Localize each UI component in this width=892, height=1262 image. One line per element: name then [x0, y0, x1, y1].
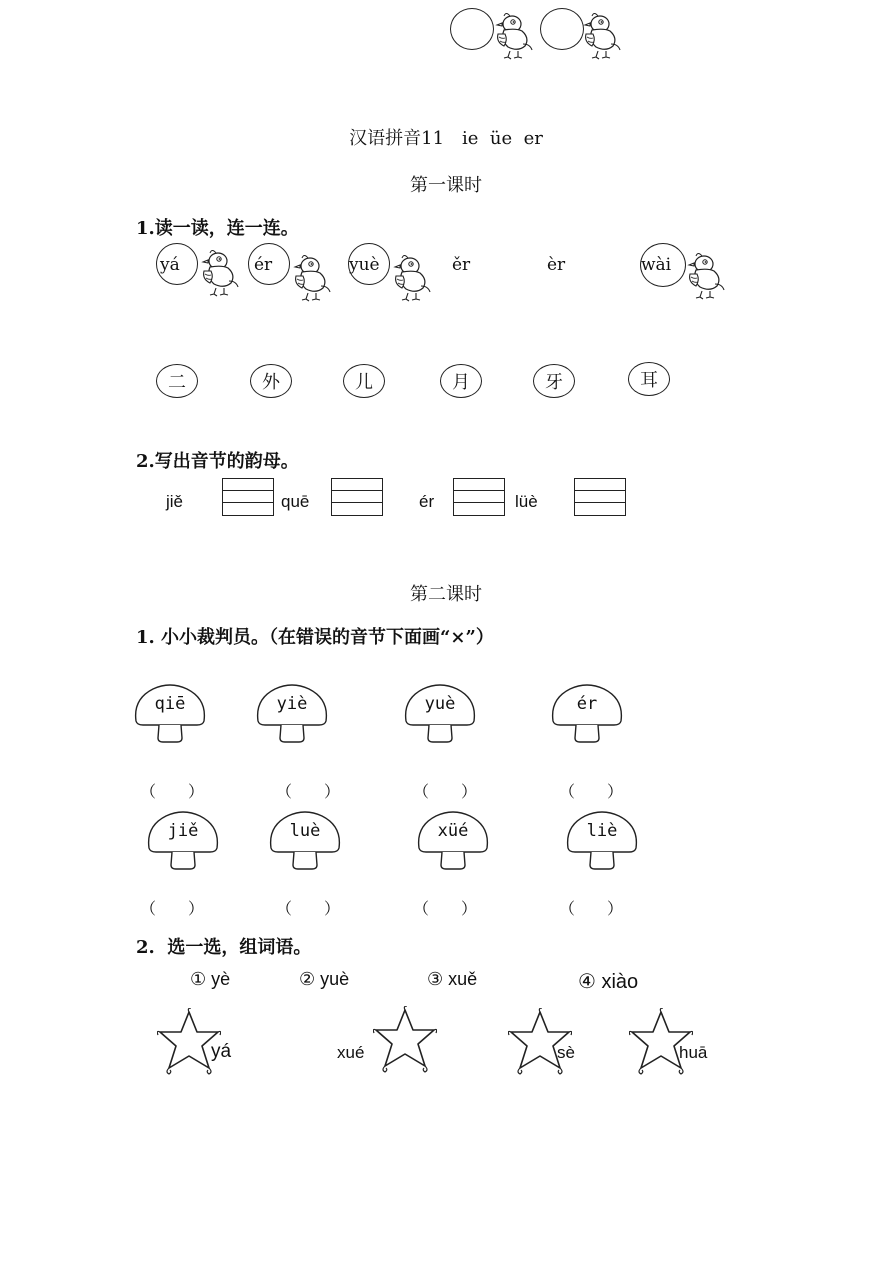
mushroom-icon	[255, 683, 329, 745]
l2-q2-prompt: 2. 选一选，组词语。	[136, 937, 312, 958]
mushroom-icon	[133, 683, 207, 745]
star-icon[interactable]	[373, 1006, 437, 1078]
lesson2-heading: 第二课时	[410, 584, 482, 605]
pinyin-wai[interactable]: wài	[641, 255, 672, 275]
mushroom-syllable: liè	[586, 821, 618, 841]
lesson1-heading: 第一课时	[410, 175, 482, 196]
answer-paren[interactable]: （ ）	[413, 899, 478, 918]
star-syllable: sè	[557, 1043, 575, 1062]
pinyin-yue[interactable]: yuè	[349, 255, 380, 275]
mushroom-card	[403, 683, 477, 745]
bird-icon	[580, 10, 624, 62]
mushroom-syllable: jiě	[167, 821, 199, 841]
blank-circle	[450, 8, 494, 50]
answer-paren[interactable]: （ ）	[276, 782, 341, 801]
syllable-lue: lüè	[515, 492, 538, 511]
blank-circle	[540, 8, 584, 50]
final-box[interactable]	[574, 478, 626, 516]
mushroom-syllable: ér	[576, 694, 598, 714]
pinyin-er3[interactable]: ěr	[452, 255, 471, 275]
final-box[interactable]	[222, 478, 274, 516]
mushroom-syllable: xüé	[437, 821, 469, 841]
mushroom-card	[133, 683, 207, 745]
syllable-que: quē	[281, 492, 310, 511]
answer-paren[interactable]: （ ）	[413, 782, 478, 801]
pinyin-ya[interactable]: yá	[160, 255, 180, 275]
mushroom-icon	[268, 810, 342, 872]
pinyin-er2[interactable]: ér	[254, 255, 273, 275]
mushroom-icon	[550, 683, 624, 745]
char-yue[interactable]: 月	[440, 364, 482, 398]
mushroom-card	[146, 810, 220, 872]
mushroom-card	[416, 810, 490, 872]
star-syllable: huā	[679, 1043, 708, 1062]
syllable-er: ér	[419, 492, 435, 511]
option-1[interactable]: ① yè	[190, 969, 231, 989]
q2-prompt: 2.写出音节的韵母。	[136, 451, 299, 472]
char-ya[interactable]: 牙	[533, 364, 575, 398]
answer-paren[interactable]: （ ）	[140, 782, 205, 801]
bird-icon	[684, 250, 728, 302]
bird-icon	[492, 10, 536, 62]
mushroom-syllable: luè	[289, 821, 321, 841]
char-er-child[interactable]: 儿	[343, 364, 385, 398]
mushroom-card	[550, 683, 624, 745]
syllable-jie: jiě	[166, 492, 184, 511]
option-2[interactable]: ② yuè	[299, 969, 350, 989]
final-box[interactable]	[331, 478, 383, 516]
answer-paren[interactable]: （ ）	[276, 899, 341, 918]
mushroom-icon	[416, 810, 490, 872]
final-box[interactable]	[453, 478, 505, 516]
bird-icon	[390, 252, 434, 304]
mushroom-syllable: qiē	[154, 694, 186, 714]
bird-icon	[198, 247, 242, 299]
q1-prompt: 1.读一读，连一连。	[136, 218, 299, 239]
option-4[interactable]: ④ xiào	[578, 971, 639, 993]
mushroom-card	[255, 683, 329, 745]
page-title: 汉语拼音11 ie üe er	[349, 128, 543, 149]
char-er-ear[interactable]: 耳	[628, 362, 670, 396]
answer-paren[interactable]: （ ）	[140, 899, 205, 918]
star-syllable: xué	[337, 1043, 365, 1062]
mushroom-icon	[146, 810, 220, 872]
mushroom-card	[565, 810, 639, 872]
pinyin-er4[interactable]: èr	[547, 255, 566, 275]
star-syllable: yá	[211, 1041, 232, 1062]
answer-paren[interactable]: （ ）	[559, 899, 624, 918]
bird-icon	[290, 252, 334, 304]
mushroom-syllable: yuè	[424, 694, 456, 714]
mushroom-icon	[565, 810, 639, 872]
answer-paren[interactable]: （ ）	[559, 782, 624, 801]
option-3[interactable]: ③ xuě	[427, 969, 478, 989]
char-wai[interactable]: 外	[250, 364, 292, 398]
char-er[interactable]: 二	[156, 364, 198, 398]
mushroom-syllable: yiè	[276, 694, 308, 714]
l2-q1-prompt: 1. 小小裁判员。（在错误的音节下面画“×”）	[136, 627, 494, 648]
mushroom-card	[268, 810, 342, 872]
mushroom-icon	[403, 683, 477, 745]
